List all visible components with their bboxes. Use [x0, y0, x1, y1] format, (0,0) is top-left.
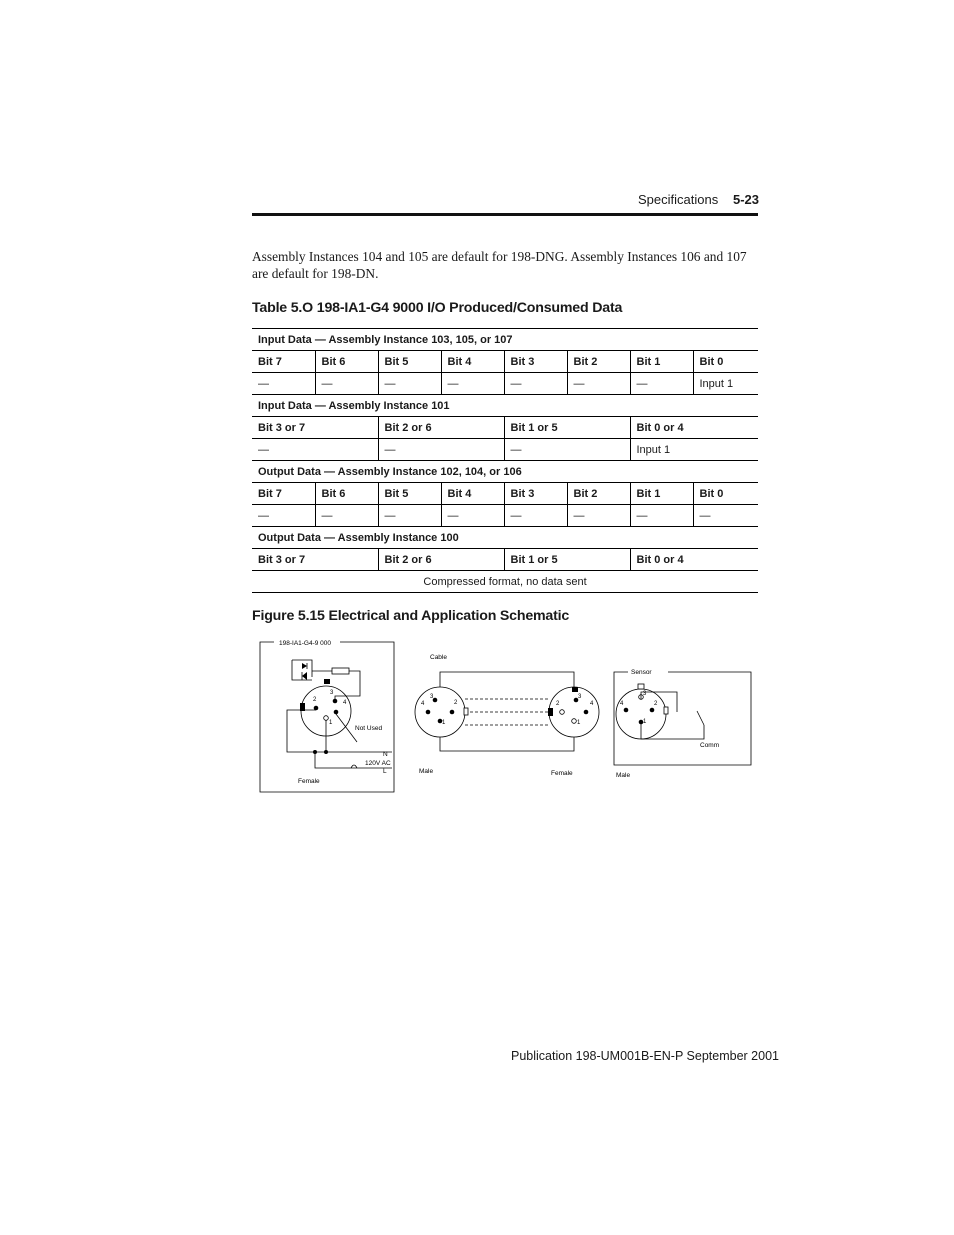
table-cell: —	[441, 373, 504, 395]
pin-4	[584, 710, 589, 715]
not-used-label: Not Used	[355, 725, 383, 732]
table-cell: —	[315, 505, 378, 527]
table-cell: —	[258, 443, 269, 456]
header-row	[252, 483, 758, 505]
column-header: Bit 3	[504, 351, 567, 373]
value-row	[252, 439, 758, 461]
value-row	[252, 571, 758, 593]
pin-label: 4	[620, 701, 624, 707]
pin-label: 3	[330, 690, 334, 696]
section-row-input-103	[252, 329, 758, 351]
pin-2	[450, 710, 455, 715]
pin-1	[572, 719, 577, 724]
column-header: Bit 4	[441, 483, 504, 505]
resistor-symbol	[332, 668, 349, 674]
pin-label: 4	[421, 701, 425, 707]
column-header: Bit 2 or 6	[378, 417, 504, 439]
section-title: Output Data — Assembly Instance 102, 104, or 106	[252, 461, 758, 483]
section-title: Input Data — Assembly Instance 103, 105, or 107	[252, 329, 758, 351]
section-row-input-101	[252, 395, 758, 417]
table-cell: —	[258, 509, 269, 522]
pin-4	[334, 710, 339, 715]
pin-label: 4	[590, 701, 594, 707]
table-cell: —	[630, 505, 693, 527]
column-header: Bit 5	[378, 483, 441, 505]
column-header: Bit 1	[630, 483, 693, 505]
header-rule	[252, 213, 758, 216]
pin-4	[624, 708, 629, 713]
table-cell: —	[504, 439, 630, 461]
voltage-label: 120V AC	[365, 760, 391, 767]
female-label: Female	[551, 770, 573, 777]
line-label: L	[383, 768, 387, 775]
device-label: 198-IA1-G4-9 000	[279, 640, 332, 647]
table-cell: —	[567, 505, 630, 527]
sensor-assembly	[614, 669, 751, 779]
section-row-output-102	[252, 461, 758, 483]
pin-label: 4	[343, 700, 347, 706]
female-label: Female	[298, 778, 320, 785]
pin-1	[324, 716, 329, 721]
diode-symbol	[302, 663, 307, 669]
intro-paragraph: Assembly Instances 104 and 105 are default for 198-DNG. Assembly Instances 106 and 107 are default for 198-DN.	[252, 249, 747, 281]
column-header: Bit 0 or 4	[630, 417, 758, 439]
male-label: Male	[616, 772, 631, 779]
figure-title: Figure 5.15 Electrical and Application Schematic	[252, 608, 570, 624]
value-row	[252, 505, 758, 527]
sensor-label: Sensor	[631, 669, 652, 676]
comm-label: Comm	[700, 742, 720, 749]
section-title: Output Data — Assembly Instance 100	[252, 527, 758, 549]
table-cell: —	[378, 439, 504, 461]
table-cell: —	[258, 377, 269, 390]
pin-label: 2	[654, 701, 658, 707]
key-mark	[638, 684, 644, 689]
pin-label: 3	[430, 694, 434, 700]
table-cell: —	[378, 373, 441, 395]
column-header: Bit 5	[378, 351, 441, 373]
column-header: Bit 7	[252, 483, 315, 505]
column-header: Bit 0	[693, 483, 758, 505]
key-mark	[548, 708, 553, 716]
header-row	[252, 549, 758, 571]
header-row	[252, 351, 758, 373]
page-number: 5-23	[733, 192, 760, 207]
section-title: Input Data — Assembly Instance 101	[252, 395, 758, 417]
key-mark	[464, 708, 468, 715]
column-header: Bit 7	[252, 351, 315, 373]
pin-label: 1	[577, 720, 581, 726]
pin-label: 2	[556, 701, 560, 707]
pin-2	[650, 708, 655, 713]
column-header: Bit 1 or 5	[504, 417, 630, 439]
column-header: Bit 6	[315, 483, 378, 505]
column-header: Bit 6	[315, 351, 378, 373]
junction-dot	[324, 750, 328, 754]
key-mark	[572, 687, 578, 692]
key-mark	[324, 679, 330, 684]
column-header: Bit 0 or 4	[630, 549, 758, 571]
column-header: Bit 3 or 7	[252, 417, 378, 439]
pin-label: 2	[313, 697, 317, 703]
electrical-schematic	[252, 632, 758, 794]
table-title: Table 5.O 198-IA1-G4 9000 I/O Produced/Consumed Data	[252, 300, 623, 316]
pin-3	[333, 699, 338, 704]
table-cell: —	[315, 373, 378, 395]
header-row	[252, 417, 758, 439]
pin-2	[560, 710, 565, 715]
key-mark	[664, 707, 668, 714]
column-header: Bit 1 or 5	[504, 549, 630, 571]
table-cell: Input 1	[693, 373, 758, 395]
table-cell: —	[504, 505, 567, 527]
column-header: Bit 2	[567, 483, 630, 505]
table-cell: —	[567, 373, 630, 395]
table-cell: —	[378, 505, 441, 527]
table-cell: —	[504, 373, 567, 395]
pin-label: 3	[643, 691, 647, 697]
table-cell: —	[441, 505, 504, 527]
pin-label: 1	[329, 720, 333, 726]
pin-3	[433, 698, 438, 703]
device-receptacle	[260, 640, 394, 792]
value-row	[252, 373, 758, 395]
table-cell: —	[693, 505, 758, 527]
table-cell: —	[630, 373, 693, 395]
column-header: Bit 1	[630, 351, 693, 373]
cable-assembly	[415, 654, 599, 777]
running-header-section: Specifications	[638, 192, 719, 207]
column-header: Bit 3 or 7	[252, 549, 378, 571]
neutral-label: N	[383, 751, 388, 758]
diode-symbol	[302, 672, 307, 680]
pin-label: 3	[578, 694, 582, 700]
io-data-table	[252, 328, 758, 593]
column-header: Bit 2	[567, 351, 630, 373]
pin-4	[426, 710, 431, 715]
publication-footer: Publication 198-UM001B-EN-P September 2001	[511, 1049, 779, 1063]
pin-label: 2	[454, 700, 458, 706]
cable-label: Cable	[430, 654, 447, 661]
male-label: Male	[419, 768, 434, 775]
pin-label: 1	[442, 720, 446, 726]
table-cell: Input 1	[630, 439, 758, 461]
column-header: Bit 0	[693, 351, 758, 373]
column-header: Bit 2 or 6	[378, 549, 504, 571]
column-header: Bit 4	[441, 351, 504, 373]
table-note: Compressed format, no data sent	[252, 571, 758, 593]
column-header: Bit 3	[504, 483, 567, 505]
section-row-output-100	[252, 527, 758, 549]
pin-label: 1	[643, 719, 647, 725]
